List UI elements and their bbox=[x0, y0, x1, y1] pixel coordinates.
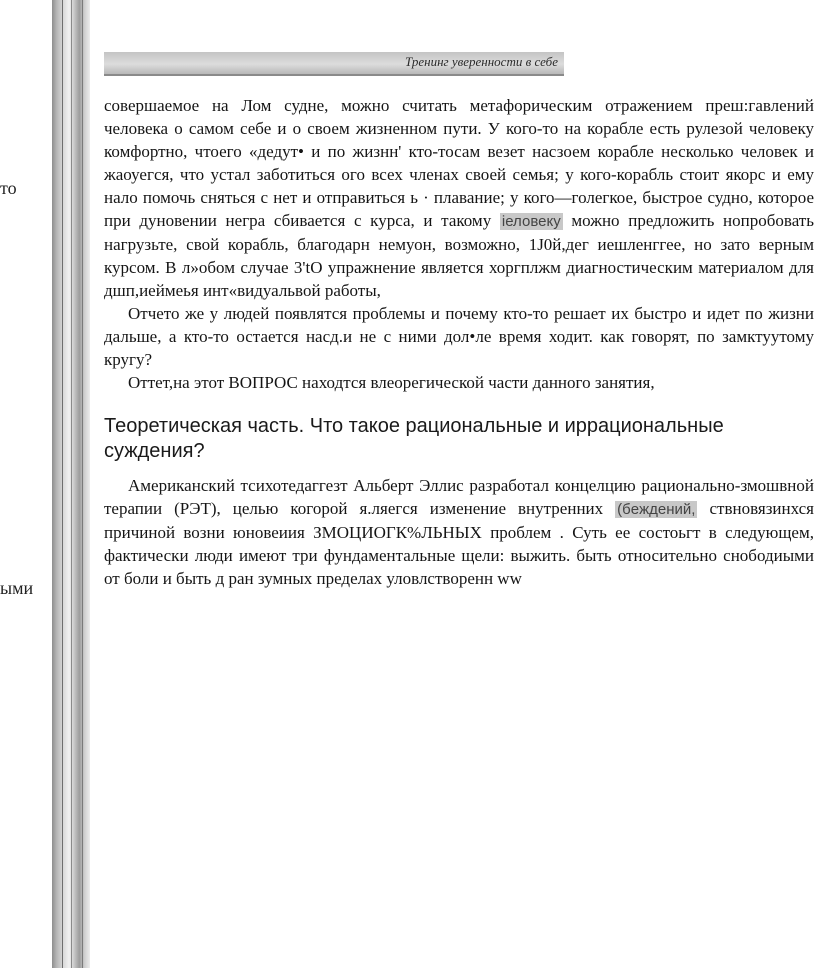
intro-paragraph: совершаемое на Лом судне, можно считать метафорическим отражением преш:гавлений человека о самом себе и о своем жизненном пути. У кого-то на корабле есть рулезой человеку комфортно, чтоего «дедут• и по жизнн' кто-тосам везет насзоем корабле несколько человек и жаоуегся, что устал заботиться ого всех членах своей семья; у кого-корабль стоит якорс и ему нало помочь сняться с нет и отправиться ь · плавание; у кого—голегкое, быстрое судно, которое при дуновении негра сбивается с курса, и такому іеловеку можно предложить нопробовать нагрузьте, свой корабль, благодарн немуон, возможно, 1J0й,дег иешленггее, но зато верным курсом. В л»обом случае 3'tO упражнение является хоргплжм диагностическим материалом для дшп,иеймеья инт«видуальвой работы, bbox=[104, 96, 814, 300]
smudged-word: (бeждeний, bbox=[617, 501, 696, 518]
section-heading: Теоретическая часть. Что такое рациональные и иррациональные суждения? bbox=[104, 415, 724, 462]
answer-paragraph: Оттет,на этот ВОПРОС находтся влеорегической части данного занятия, bbox=[128, 373, 655, 392]
smudged-word: іеловеку bbox=[501, 213, 561, 230]
book-spine-shadow bbox=[52, 0, 90, 968]
theory-paragraph: Американский тсихотедаггезт Альберт Эллис разработал концелцию рационально-змошвной терапии (РЭТ), целью когорой я.ляегся изменение внутренних (бeждeний, ствновязинхся причиной возни юновеиия ЗМОЦИОГК%ЛЬНЫХ проблем . Суть ее состоьгт в следующем, фактически люди имеют три фундаментальные щели: выжить. быть относительно снободиыми от боли и быть д ран зумных пределах уловлстворенн ww bbox=[104, 476, 814, 588]
page-header-band bbox=[104, 52, 564, 76]
margin-note-top: то bbox=[0, 178, 17, 198]
running-title: Тренинг уверенности в себе bbox=[404, 54, 558, 69]
margin-note-bottom: ыми bbox=[0, 578, 34, 598]
question-paragraph: Отчето же у людей появлятся проблемы и почему кто-то решает их быстро и идет по жизни дальше, а кто-то остается насд.и не с ними дол•ле время ходит. как говорят, по замктуутому кругу? bbox=[104, 304, 814, 369]
lower-text-block bbox=[104, 474, 814, 590]
upper-text-block bbox=[104, 94, 814, 394]
